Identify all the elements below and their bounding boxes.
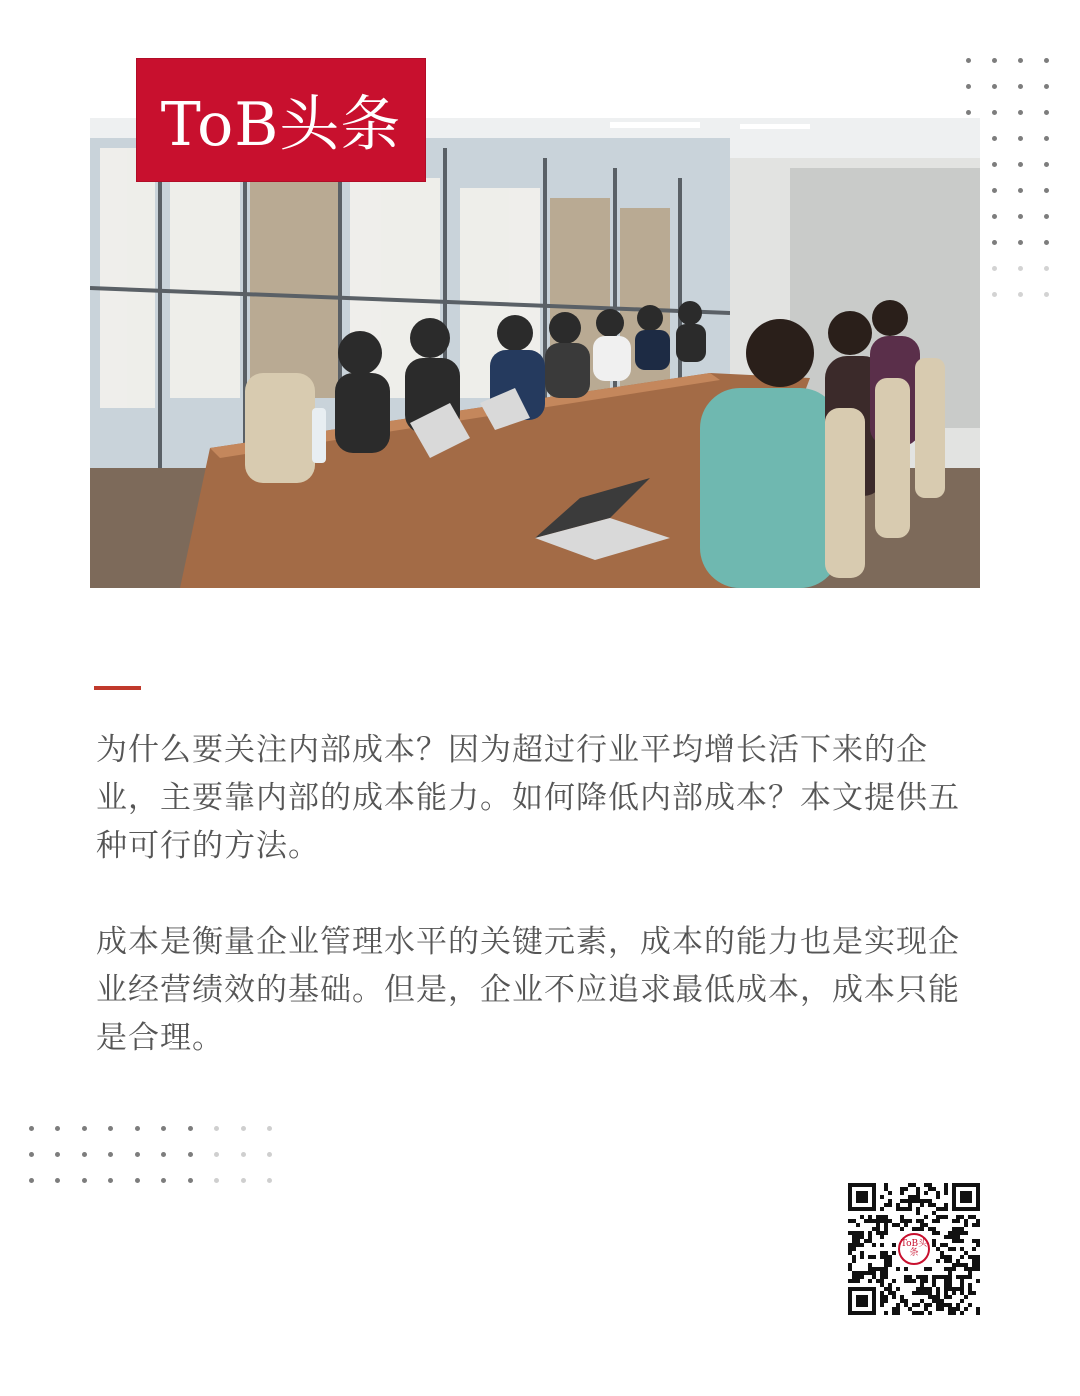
article-paragraph-1: 为什么要关注内部成本？因为超过行业平均增长活下来的企业，主要靠内部的成本能力。如何降低内部成本？本文提供五种可行的方法。 [96, 732, 960, 864]
article-paragraph-2: 成本是衡量企业管理水平的关键元素，成本的能力也是实现企业经营绩效的基础。但是，企业不应追求最低成本，成本只能是合理。 [96, 924, 960, 1056]
qr-center-logo: ToB头条 [898, 1233, 930, 1265]
accent-divider [94, 686, 141, 690]
decorative-dot-grid-bottom [18, 1126, 283, 1204]
tob-toutiao-logo [137, 59, 425, 181]
logo-text: ToB头条 [160, 90, 402, 160]
hero-photo-conference-room [90, 118, 980, 588]
qr-code-icon [848, 1183, 980, 1315]
